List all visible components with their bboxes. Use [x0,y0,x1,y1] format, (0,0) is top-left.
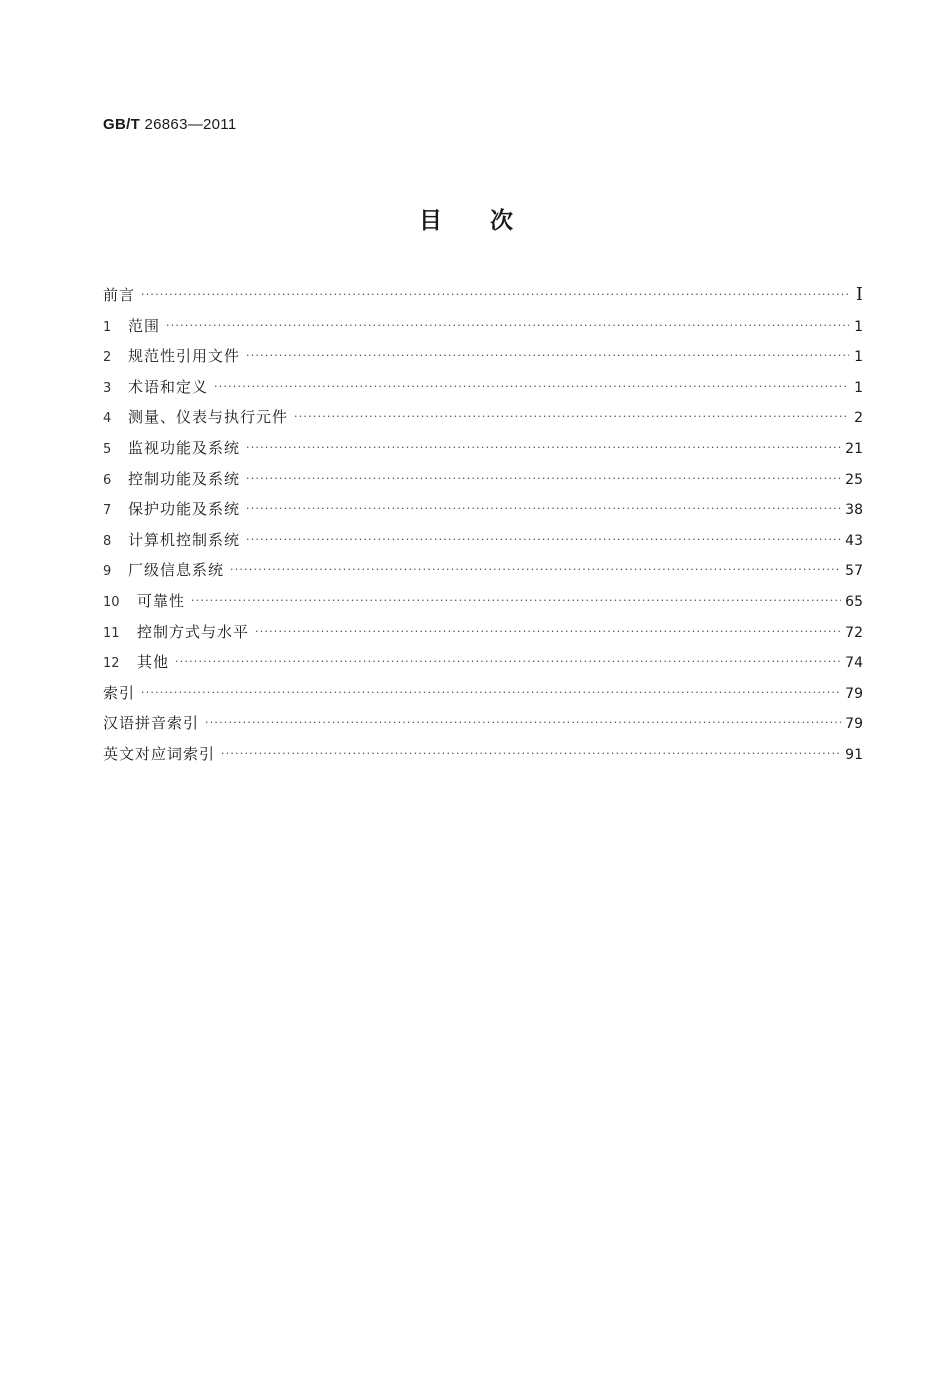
toc-leader-dots [175,655,841,668]
toc-leader-dots [246,441,841,454]
toc-title: 目次 [419,208,561,234]
toc-leader-dots [205,716,841,729]
toc-leader-dots [246,472,841,485]
toc-entry-page: 65 [845,593,863,610]
toc-leader-dots [246,533,841,546]
toc-entry-label: 英文对应词索引 [103,744,216,763]
toc-list [103,284,863,774]
toc-entry-label: 前言 [103,286,136,304]
standard-code: GB/T [103,116,141,133]
toc-entry-page: 2 [854,410,863,427]
document-header [103,116,236,133]
toc-entry-page: 1 [854,318,863,335]
toc-leader-dots [221,747,841,760]
toc-entry-number: 8 [103,533,112,549]
toc-entry[interactable] [103,376,863,407]
toc-leader-dots [255,625,841,638]
toc-leader-dots [191,594,841,607]
toc-entry-number: 11 [103,625,120,641]
toc-entry-label: 规范性引用文件 [128,347,241,366]
toc-entry-label: 术语和定义 [128,377,209,396]
toc-entry-number: 1 [103,319,112,335]
toc-entry-label: 控制方式与水平 [137,622,250,641]
toc-entry-label: 控制功能及系统 [128,469,241,488]
toc-leader-dots [141,686,841,699]
toc-leader-dots [166,319,849,332]
toc-entry[interactable] [103,468,863,499]
toc-entry-page: 79 [845,716,863,733]
toc-entry[interactable] [103,345,863,376]
toc-entry-page: 21 [845,440,863,457]
toc-entry-number: 3 [103,380,112,396]
toc-entry[interactable] [103,559,863,590]
toc-entry-number: 5 [103,441,112,457]
toc-entry-page: 1 [854,379,863,396]
toc-entry-label: 保护功能及系统 [128,500,241,519]
toc-leader-dots [294,410,849,423]
toc-entry-label: 可靠性 [137,591,186,610]
toc-entry[interactable] [103,590,863,621]
toc-entry-page: 25 [845,471,863,488]
toc-entry-number: 9 [103,564,112,580]
toc-entry-number: 10 [103,594,120,610]
toc-leader-dots [141,288,849,301]
toc-entry[interactable] [103,621,863,652]
toc-entry[interactable] [103,437,863,468]
toc-entry[interactable] [103,743,863,774]
toc-entry-page: 1 [854,349,863,366]
toc-entry-page: 91 [845,746,863,763]
toc-entry-label: 测量、仪表与执行元件 [128,408,289,427]
toc-entry-number: 12 [103,656,120,672]
toc-entry-number: 6 [103,472,112,488]
toc-entry-page: I [855,284,863,305]
toc-entry[interactable] [103,498,863,529]
toc-entry-page: 38 [845,502,863,519]
toc-entry-page: 57 [845,563,863,580]
toc-entry-label: 汉语拼音索引 [103,714,200,733]
toc-entry-label: 范围 [128,316,161,335]
toc-entry[interactable] [103,651,863,682]
toc-entry-label: 索引 [103,683,136,702]
toc-entry-number: 4 [103,411,112,427]
toc-leader-dots [230,563,841,576]
toc-leader-dots [214,380,849,393]
toc-entry[interactable] [103,712,863,743]
toc-entry-page: 72 [845,624,863,641]
toc-leader-dots [246,349,849,362]
toc-entry-label: 监视功能及系统 [128,438,241,457]
toc-entry-number: 2 [103,350,112,366]
toc-entry-page: 79 [845,685,863,702]
toc-entry-number: 7 [103,503,112,519]
toc-entry-label: 其他 [137,653,170,672]
toc-entry-label: 厂级信息系统 [128,561,225,580]
standard-number: 26863—2011 [144,116,237,133]
toc-entry[interactable] [103,284,863,315]
toc-entry[interactable] [103,406,863,437]
toc-entry[interactable] [103,682,863,713]
toc-leader-dots [246,502,841,515]
toc-entry[interactable] [103,529,863,560]
toc-entry-label: 计算机控制系统 [128,530,241,549]
toc-entry-page: 74 [845,655,863,672]
toc-entry-page: 43 [845,532,863,549]
toc-entry[interactable] [103,315,863,346]
